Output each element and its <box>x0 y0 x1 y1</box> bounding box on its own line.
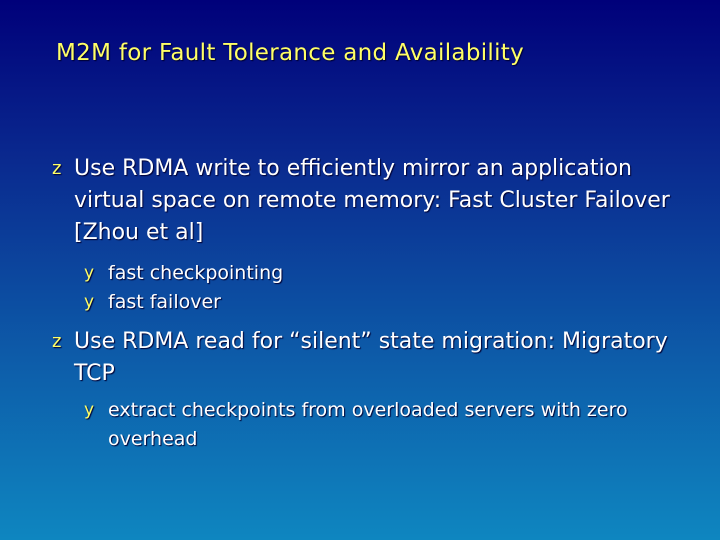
bullet-2-sub-1-text: extract checkpoints from overloaded servers with zero overhead <box>108 399 628 450</box>
bullet-2-sub-1-marker: y <box>84 400 95 420</box>
bullet-2 <box>52 326 684 390</box>
bullet-2-text: Use RDMA read for “silent” state migration: Migratory TCP <box>74 329 668 386</box>
bullet-1-sub-2 <box>84 288 221 317</box>
bullet-1-sub-1-text: fast checkpointing <box>108 262 284 284</box>
slide-title: M2M for Fault Tolerance and Availability <box>56 40 525 66</box>
bullet-1 <box>52 153 684 249</box>
bullet-1-sub-2-marker: y <box>84 292 95 312</box>
bullet-2-marker: z <box>52 331 62 352</box>
bullet-1-sub-1-marker: y <box>84 263 95 283</box>
bullet-1-sub-1 <box>84 259 283 288</box>
bullet-2-sub-1 <box>84 396 684 454</box>
bullet-1-marker: z <box>52 158 62 179</box>
bullet-1-text: Use RDMA write to efficiently mirror an application virtual space on remote memory: Fast Cluster Failover [Zhou et al] <box>74 156 670 245</box>
bullet-1-sub-2-text: fast failover <box>108 291 221 313</box>
